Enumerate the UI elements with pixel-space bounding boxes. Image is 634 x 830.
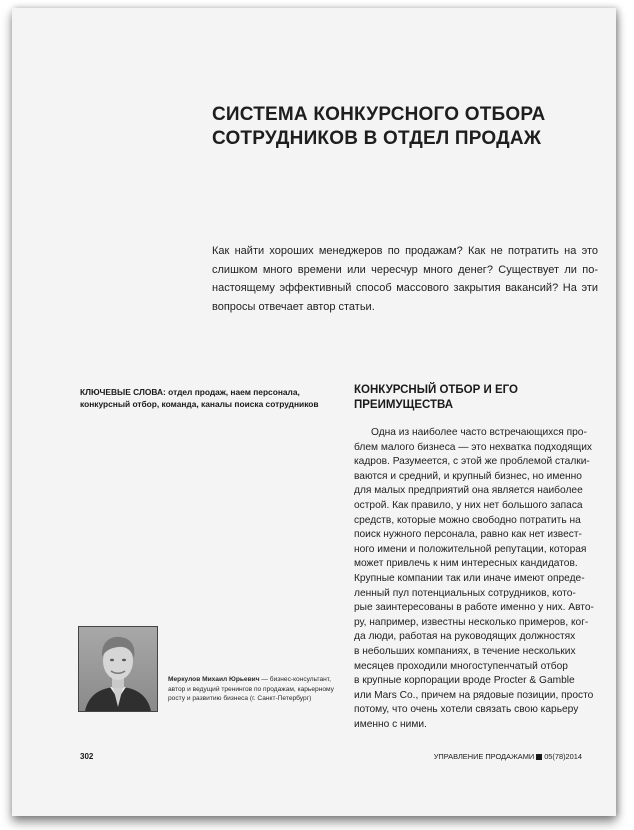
page-number: 302 <box>80 752 94 761</box>
section-body-line: рые заинтересованы в работе именно у них. Авто- <box>354 602 594 614</box>
section-body-line: Крупные компании так или иначе имеют опреде- <box>354 572 585 584</box>
section-body-line: поиск нужного персонала, равно как нет извест- <box>354 529 582 541</box>
magazine-page <box>12 8 616 816</box>
section-body-line: ру, например, известны несколько примеров, ког- <box>354 616 589 628</box>
article-title-line-2: СОТРУДНИКОВ В ОТДЕЛ ПРОДАЖ <box>212 128 542 149</box>
section-body-line: или Mars Co., причем на рядовые позиции, просто <box>354 689 594 701</box>
section-body-line: средств, которые можно свободно потратить на <box>354 514 581 526</box>
author-description: — бизнес-консультант, автор и ведущий тренингов по продажам, карьерному росту и развитию бизнеса (г. Санкт-Петербург) <box>168 676 334 703</box>
section-body-line: ленный пул потенциальных сотрудников, кото- <box>354 587 576 599</box>
keywords-label: КЛЮЧЕВЫЕ СЛОВА: <box>80 387 166 397</box>
section-body-line: ного имени и положительной репутации, которая <box>354 543 587 555</box>
section-body-line: месяцев проходили многоступенчатый отбор <box>354 660 568 672</box>
section-body-line: кадров. Разумеется, с этой же проблемой сталки- <box>354 456 590 468</box>
author-portrait-image <box>79 627 157 711</box>
section-body-line: ваются и средний, и крупный бизнес, но именно <box>354 470 582 482</box>
section-body-line: блем малого бизнеса — это нехватка подходящих <box>354 441 593 453</box>
section-body-line: может привлечь к ним интересных кандидатов. <box>354 558 578 570</box>
section-heading-line-1: КОНКУРСНЫЙ ОТБОР И ЕГО <box>354 384 518 396</box>
section-heading <box>354 383 604 413</box>
section-body-line: в крупные корпорации вроде Procter & Gamble <box>354 675 575 687</box>
section-body-line: да люди, работая на руководящих должностях <box>354 631 576 643</box>
section-heading-line-2: ПРЕИМУЩЕСТВА <box>354 399 454 411</box>
section-body <box>354 426 604 732</box>
section-body-line: для малых предприятий она является наиболее <box>354 485 583 497</box>
section-body-line: именно с ними. <box>354 718 427 730</box>
journal-name: УПРАВЛЕНИЕ ПРОДАЖАМИ <box>433 752 535 761</box>
keywords-text: отдел продаж, наем персонала, конкурсный отбор, команда, каналы поиска сотрудников <box>80 387 319 409</box>
section-body-line: острой. Как правило, у них нет большого запаса <box>354 499 583 511</box>
author-name: Меркулов Михаил Юрьевич <box>168 676 260 683</box>
journal-issue: 05(78)2014 <box>544 752 582 761</box>
section-body-line: потому, что очень хотели связать свою карьеру <box>354 704 579 716</box>
author-photo <box>78 626 158 712</box>
article-lead: Как найти хороших менеджеров по продажам? Как не потратить на это слишком много времени или чересчур много денег? Существует ли по-настоящему эффективный способ массового закрытия вакансий? На эти вопросы отвечает автор статьи. <box>212 245 598 313</box>
section-body-line: Одна из наиболее часто встречающихся про- <box>371 427 587 438</box>
article-title-line-1: СИСТЕМА КОНКУРСНОГО ОТБОРА <box>212 104 546 125</box>
author-bio <box>168 675 338 704</box>
journal-footer <box>434 752 582 761</box>
square-separator-icon <box>536 754 542 760</box>
section-body-line: в небольших компаниях, в течение нескольких <box>354 645 576 657</box>
keywords-block <box>80 386 330 410</box>
article-title <box>212 103 572 151</box>
